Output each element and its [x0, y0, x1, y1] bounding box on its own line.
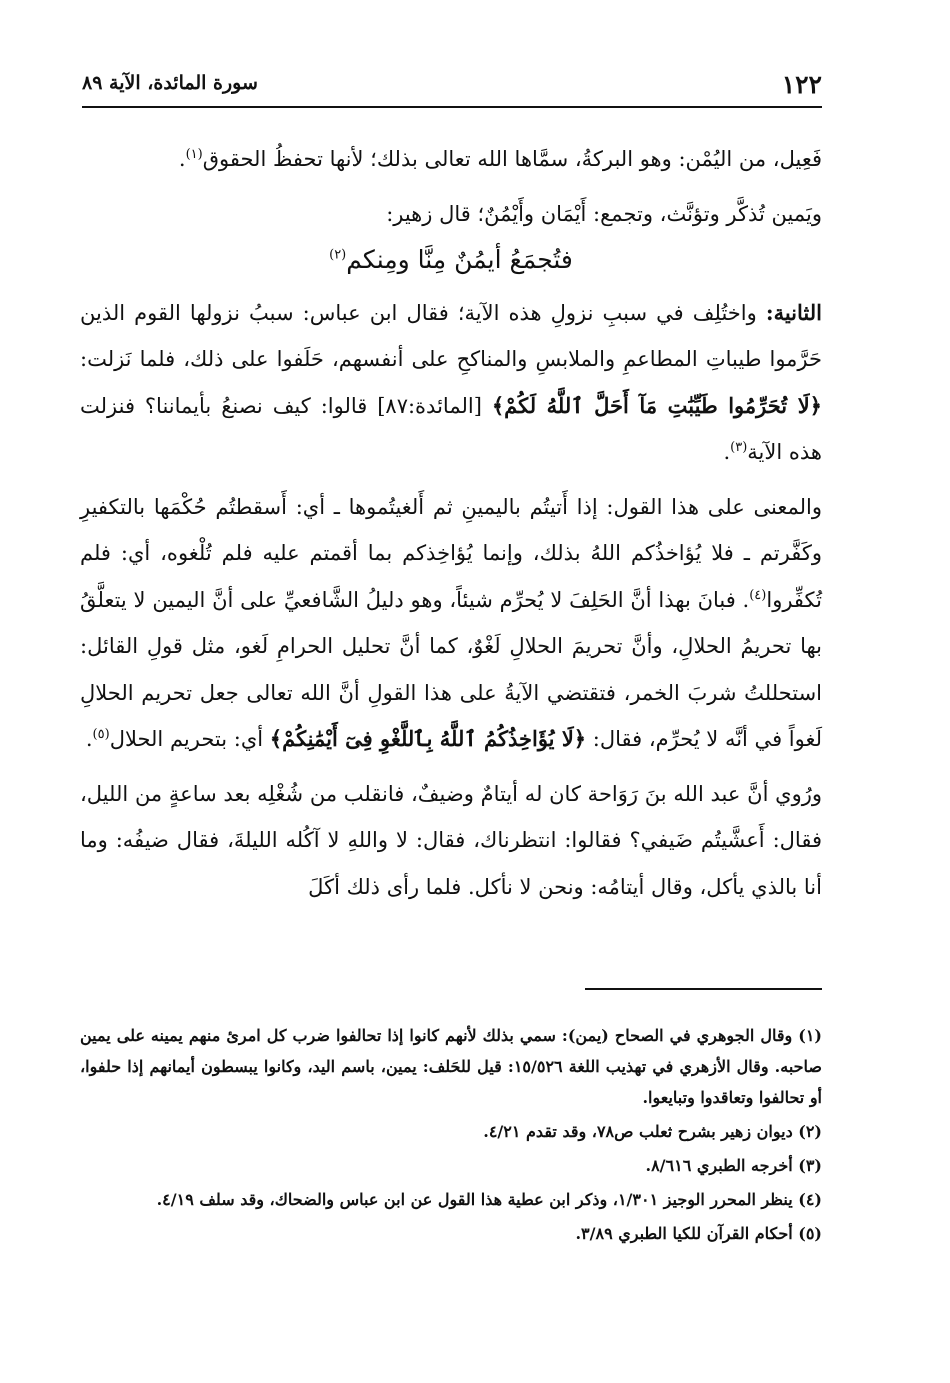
footnote-5: (٥) أحكام القرآن للكيا الطبري ٣/٨٩. — [575, 1224, 822, 1243]
footnote-ref-2: (٢) — [329, 247, 347, 263]
paragraph-2: ويَمين تُذكَّر وتؤنَّث، وتجمع: أَيْمَان وأَيْمُنٌ؛ قال زهير: — [386, 201, 822, 226]
paragraph-5: ورُوي أنَّ عبد الله بنَ رَوَاحة كان له أيتامٌ وضيفٌ، فانقلب من شُغْلِه بعد ساعةٍ من الليل، فقال: أَعشَّيتُم ضَيفي؟ فقالوا: انتظرناك، فقال: لا واللهِ لا آكُله الليلةَ، فقال ضيفُه: وما أنا بالذي يأكل، وقال أيتامُه: ونحن لا نأكل. فلما رأى ذلك أكَلَ — [80, 781, 822, 899]
footnote-4: (٤) ينظر المحرر الوجيز ١/٣٠١، وذكر ابن عطية هذا القول عن ابن عباس والضحاك، وقد سلف ٤/١٩. — [156, 1190, 822, 1209]
paragraph-4: والمعنى على هذا القول: إذا أَتيتُم باليمينِ ثم أَلغيتُموها ـ أي: أَسقطتُم حُكْمَها بالتكفيرِ وكَفَّرتم ـ فلا يُؤاخذُكم اللهُ بذلك، وإنما يُؤاخِذكم بما أقمتم عليه فلم تُلْغوه، أي: فلم تُكفِّروا$^{(٤)}$. فبانَ بهذا أنَّ الحَلِفَ لا يُحرِّم شيئاً، وهو دليلُ الشَّافعيِّ على أنَّ اليمين لا يتعلَّقُ بها تحريمُ الحلالِ، وأنَّ تحريمَ الحلالِ لَغْوٌ، كما أنَّ تحليل الحرامِ لَغو، مثل قولِ القائل: استحللتُ شربَ الخمر، فتقتضي الآيةُ على هذا القولِ أنَّ الله تعالى جعل تحريم الحلالِ لَغواً في أنَّه لا يُحرِّم، فقال: ﴿لَا يُؤَاخِذُكُمُ ٱللَّهُ بِٱللَّغْوِ فِىٓ أَيْمَٰنِكُمْ﴾ أي: بتحريم الحلال$^{(٥)}$. — [80, 494, 823, 751]
footnotes — [80, 1020, 822, 1252]
page-header — [82, 64, 822, 104]
footnote-3: (٣) أخرجه الطبري ٨/٦١٦. — [645, 1156, 822, 1175]
paragraph-1: فَعِيل، من اليُمْن: وهو البركةُ، سمَّاها الله تعالى بذلك؛ لأنها تحفظُ الحقوق$^{(١)}$. — [178, 147, 822, 171]
quran-quote-2: ﴿لَا يُؤَاخِذُكُمُ ٱللَّهُ بِٱللَّغْوِ فِىٓ أَيْمَٰنِكُمْ﴾ — [269, 726, 587, 751]
footnote-ref-1: (١) — [185, 147, 203, 162]
footnote-2: (٢) ديوان زهير بشرح ثعلب ص٧٨، وقد تقدم ٤/٢١. — [483, 1122, 822, 1141]
section-lead: الثانية: — [765, 299, 822, 325]
running-head: سورة المائدة، الآية ٨٩ — [82, 72, 258, 94]
footnote-ref-3: (٣) — [730, 440, 748, 455]
poetry-verse: فتُجمَعُ أيمُنٌ مِنَّا ومِنكم$^{(٢)}$ — [329, 245, 573, 274]
footnote-ref-4: (٤) — [749, 587, 767, 603]
footnote-1: (١) وقال الجوهري في الصحاح (يمن): سمي بذلك لأنهم كانوا إذا تحالفوا ضرب كل امرئ منهم يمينه على يمين صاحبه. وقال الأزهري في تهذيب اللغة ١٥/٥٢٦: قيل للحَلف: يمين، باسم اليد، وكانوا يبسطون أيمانهم إذا حلفوا، أو تحالفوا وتعاقدوا وتبايعوا. — [80, 1026, 822, 1107]
quran-quote-1: ﴿لَا تُحَرِّمُوا طَيِّبَٰتِ مَآ أَحَلَّ ٱللَّهُ لَكُمْ﴾ — [491, 392, 822, 418]
footnote-ref-5: (٥) — [92, 727, 110, 742]
paragraph-3: الثانية: واختُلِف في سببِ نزولِ هذه الآية؛ فقال ابن عباس: سببُ نزولها القوم الذين حَرَّموا طيباتِ المطاعمِ والملابسِ والمناكحِ على أنفسهم، حَلَفوا على ذلك، فلما نَزلت: ﴿لَا تُحَرِّمُوا طَيِّبَٰتِ مَآ أَحَلَّ ٱللَّهُ لَكُمْ﴾ [المائدة:٨٧] قالوا: كيف نصنعُ بأيماننا؟ فنزلت هذه الآية$^{(٣)}$. — [80, 299, 822, 464]
main-text — [80, 136, 822, 918]
header-rule — [82, 106, 822, 108]
footnote-rule — [585, 988, 822, 990]
page-number: ١٢٢ — [781, 70, 822, 99]
